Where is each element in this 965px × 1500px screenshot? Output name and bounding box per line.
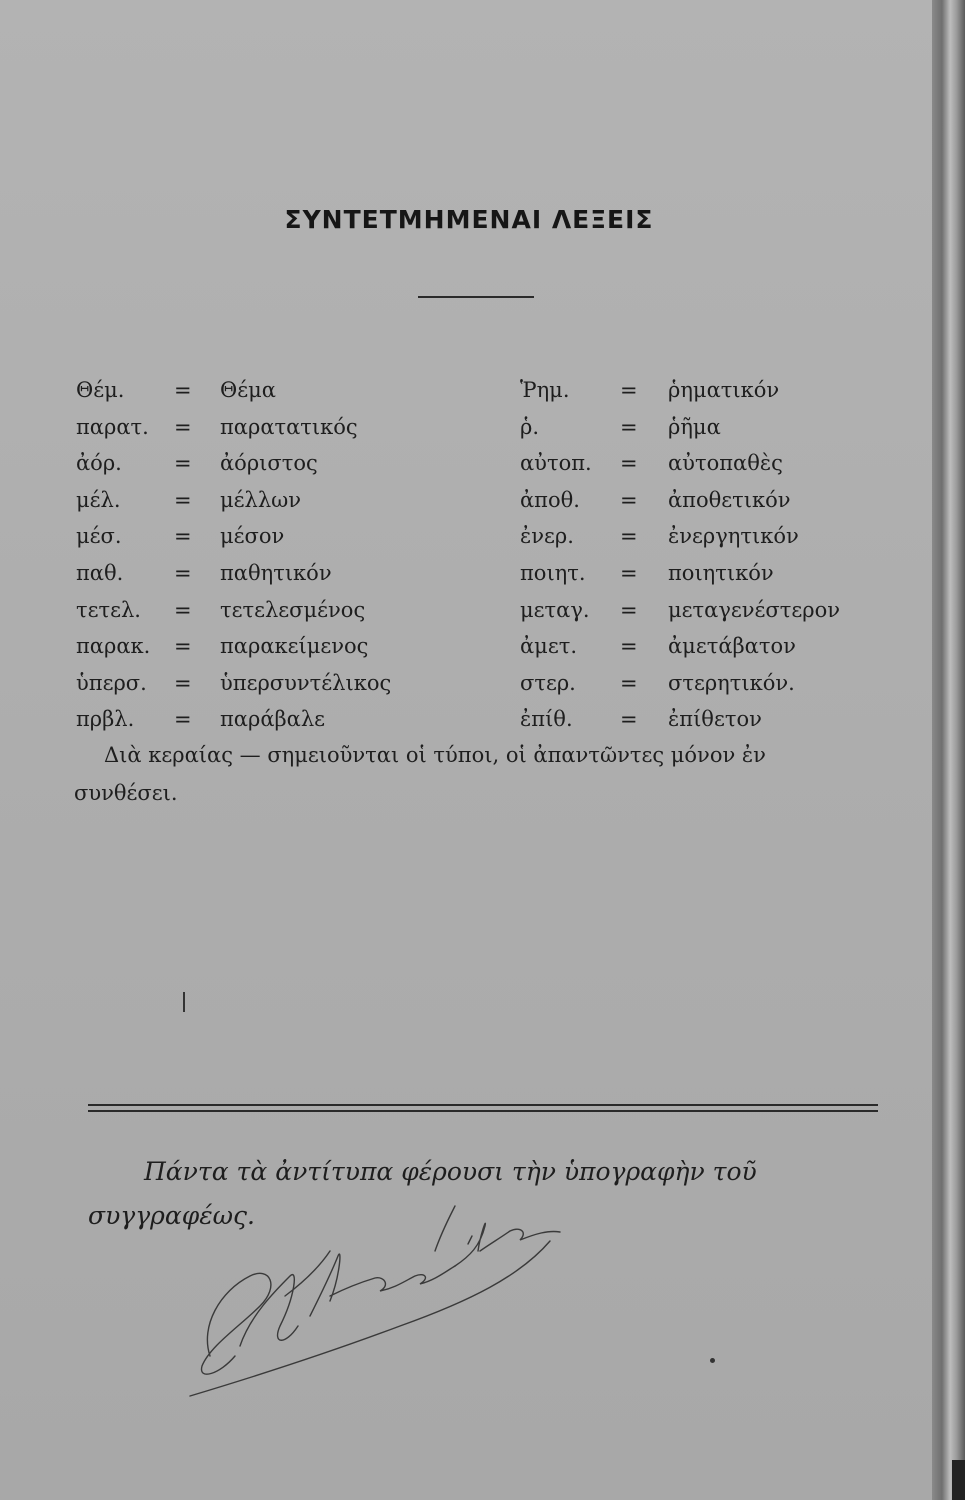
abbreviation-term: ποιητ. [520, 561, 586, 585]
abbreviation-row [520, 372, 940, 408]
ink-dot [710, 1358, 715, 1363]
equals-sign: = [620, 487, 638, 512]
footer-signature-notice: Πάντα τὰ ἀντίτυπα φέρουσι τὴν ὑπογραφὴν τοῦ συγγραφέως. [88, 1157, 757, 1230]
abbreviation-meaning: αὐτοπαθὲς [668, 451, 783, 476]
abbreviation-meaning: παθητικόν [220, 561, 332, 585]
abbreviation-row [76, 701, 496, 737]
double-rule-divider [88, 1104, 878, 1112]
abbreviation-term: αὐτοπ. [520, 451, 592, 476]
abbreviation-row [76, 482, 496, 518]
abbreviation-row [76, 518, 496, 554]
abbreviation-meaning: ἀόριστος [220, 451, 318, 476]
abbreviation-meaning: ὑπερσυντέλικος [220, 670, 392, 695]
abbreviation-row [76, 665, 496, 701]
abbreviation-meaning: ἀποθετικόν [668, 487, 791, 512]
abbreviation-row [520, 665, 940, 701]
abbreviation-term: παθ. [76, 561, 124, 585]
abbreviation-term: ὑπερσ. [76, 670, 147, 695]
abbreviation-meaning: ῥῆμα [668, 414, 721, 439]
abbreviation-term: παρατ. [76, 414, 149, 439]
equals-sign: = [174, 707, 192, 732]
abbreviation-term: παρακ. [76, 634, 151, 659]
abbreviation-term: μέλ. [76, 487, 121, 512]
equals-sign: = [174, 561, 192, 585]
abbreviation-row [520, 409, 940, 445]
note-paragraph: Διὰ κεραίας — σημειοῦνται οἱ τύποι, οἱ ἀπαντῶντες μόνον ἐν συνθέσει. [74, 743, 766, 805]
book-spine-shadow [952, 1460, 965, 1500]
abbreviation-row [76, 372, 496, 408]
abbreviation-row [76, 445, 496, 481]
abbreviation-meaning: ἀμετάβατον [668, 634, 796, 659]
equals-sign: = [620, 670, 638, 695]
abbreviation-term: Ῥημ. [520, 378, 570, 402]
abbreviation-term: ἀόρ. [76, 451, 122, 476]
abbreviation-term: ἀμετ. [520, 634, 578, 659]
abbreviation-row [520, 628, 940, 664]
abbreviation-term: Θέμ. [76, 378, 125, 402]
abbreviation-term: μεταγ. [520, 597, 590, 622]
equals-sign: = [174, 451, 192, 476]
abbreviation-meaning: μέσον [220, 524, 285, 549]
abbreviation-meaning: Θέμα [220, 378, 276, 402]
abbreviation-row [520, 701, 940, 737]
abbreviation-meaning: παράβαλε [220, 707, 326, 732]
equals-sign: = [620, 414, 638, 439]
abbreviation-meaning: παρατατικός [220, 414, 358, 439]
equals-sign: = [174, 378, 192, 402]
equals-sign: = [620, 707, 638, 732]
abbreviation-row [76, 628, 496, 664]
abbreviation-meaning: τετελεσμένος [220, 597, 366, 622]
abbreviation-meaning: μεταγενέστερον [668, 597, 840, 622]
abbreviation-term: μέσ. [76, 524, 122, 549]
stray-mark [183, 992, 185, 1012]
abbreviation-meaning: ῥηματικόν [668, 378, 780, 402]
abbreviation-term: ἐπίθ. [520, 707, 573, 732]
equals-sign: = [174, 634, 192, 659]
abbreviation-row [520, 445, 940, 481]
abbreviation-row [520, 555, 940, 591]
abbreviation-row [520, 592, 940, 628]
abbreviation-row [76, 555, 496, 591]
abbreviation-meaning: ἐπίθετον [668, 707, 762, 732]
abbreviation-row [76, 409, 496, 445]
abbreviation-term: τετελ. [76, 597, 141, 622]
abbreviation-meaning: μέλλων [220, 487, 302, 512]
title-divider [418, 296, 534, 298]
abbreviation-term: ῥ. [520, 414, 540, 439]
abbreviation-meaning: στερητικόν. [668, 670, 795, 695]
abbreviation-row [76, 592, 496, 628]
abbreviation-term: ἐνερ. [520, 524, 574, 549]
book-spine-edge [932, 0, 965, 1500]
abbreviation-term: στερ. [520, 670, 576, 695]
equals-sign: = [620, 634, 638, 659]
equals-sign: = [620, 451, 638, 476]
abbreviation-meaning: ἐνεργητικόν [668, 524, 799, 549]
equals-sign: = [620, 561, 638, 585]
abbreviation-term: ἀποθ. [520, 487, 580, 512]
equals-sign: = [174, 487, 192, 512]
abbreviation-row [520, 518, 940, 554]
page-title: ΣΥΝΤΕΤΜΗΜΕΝΑΙ ΛΕΞΕΙΣ [284, 205, 654, 234]
abbreviation-meaning: ποιητικόν [668, 561, 774, 585]
equals-sign: = [620, 378, 638, 402]
equals-sign: = [620, 597, 638, 622]
abbreviation-row [520, 482, 940, 518]
equals-sign: = [174, 414, 192, 439]
abbreviation-meaning: παρακείμενος [220, 634, 369, 659]
equals-sign: = [620, 524, 638, 549]
author-signature [180, 1196, 570, 1406]
equals-sign: = [174, 524, 192, 549]
abbreviation-term: πρβλ. [76, 707, 135, 732]
equals-sign: = [174, 597, 192, 622]
equals-sign: = [174, 670, 192, 695]
